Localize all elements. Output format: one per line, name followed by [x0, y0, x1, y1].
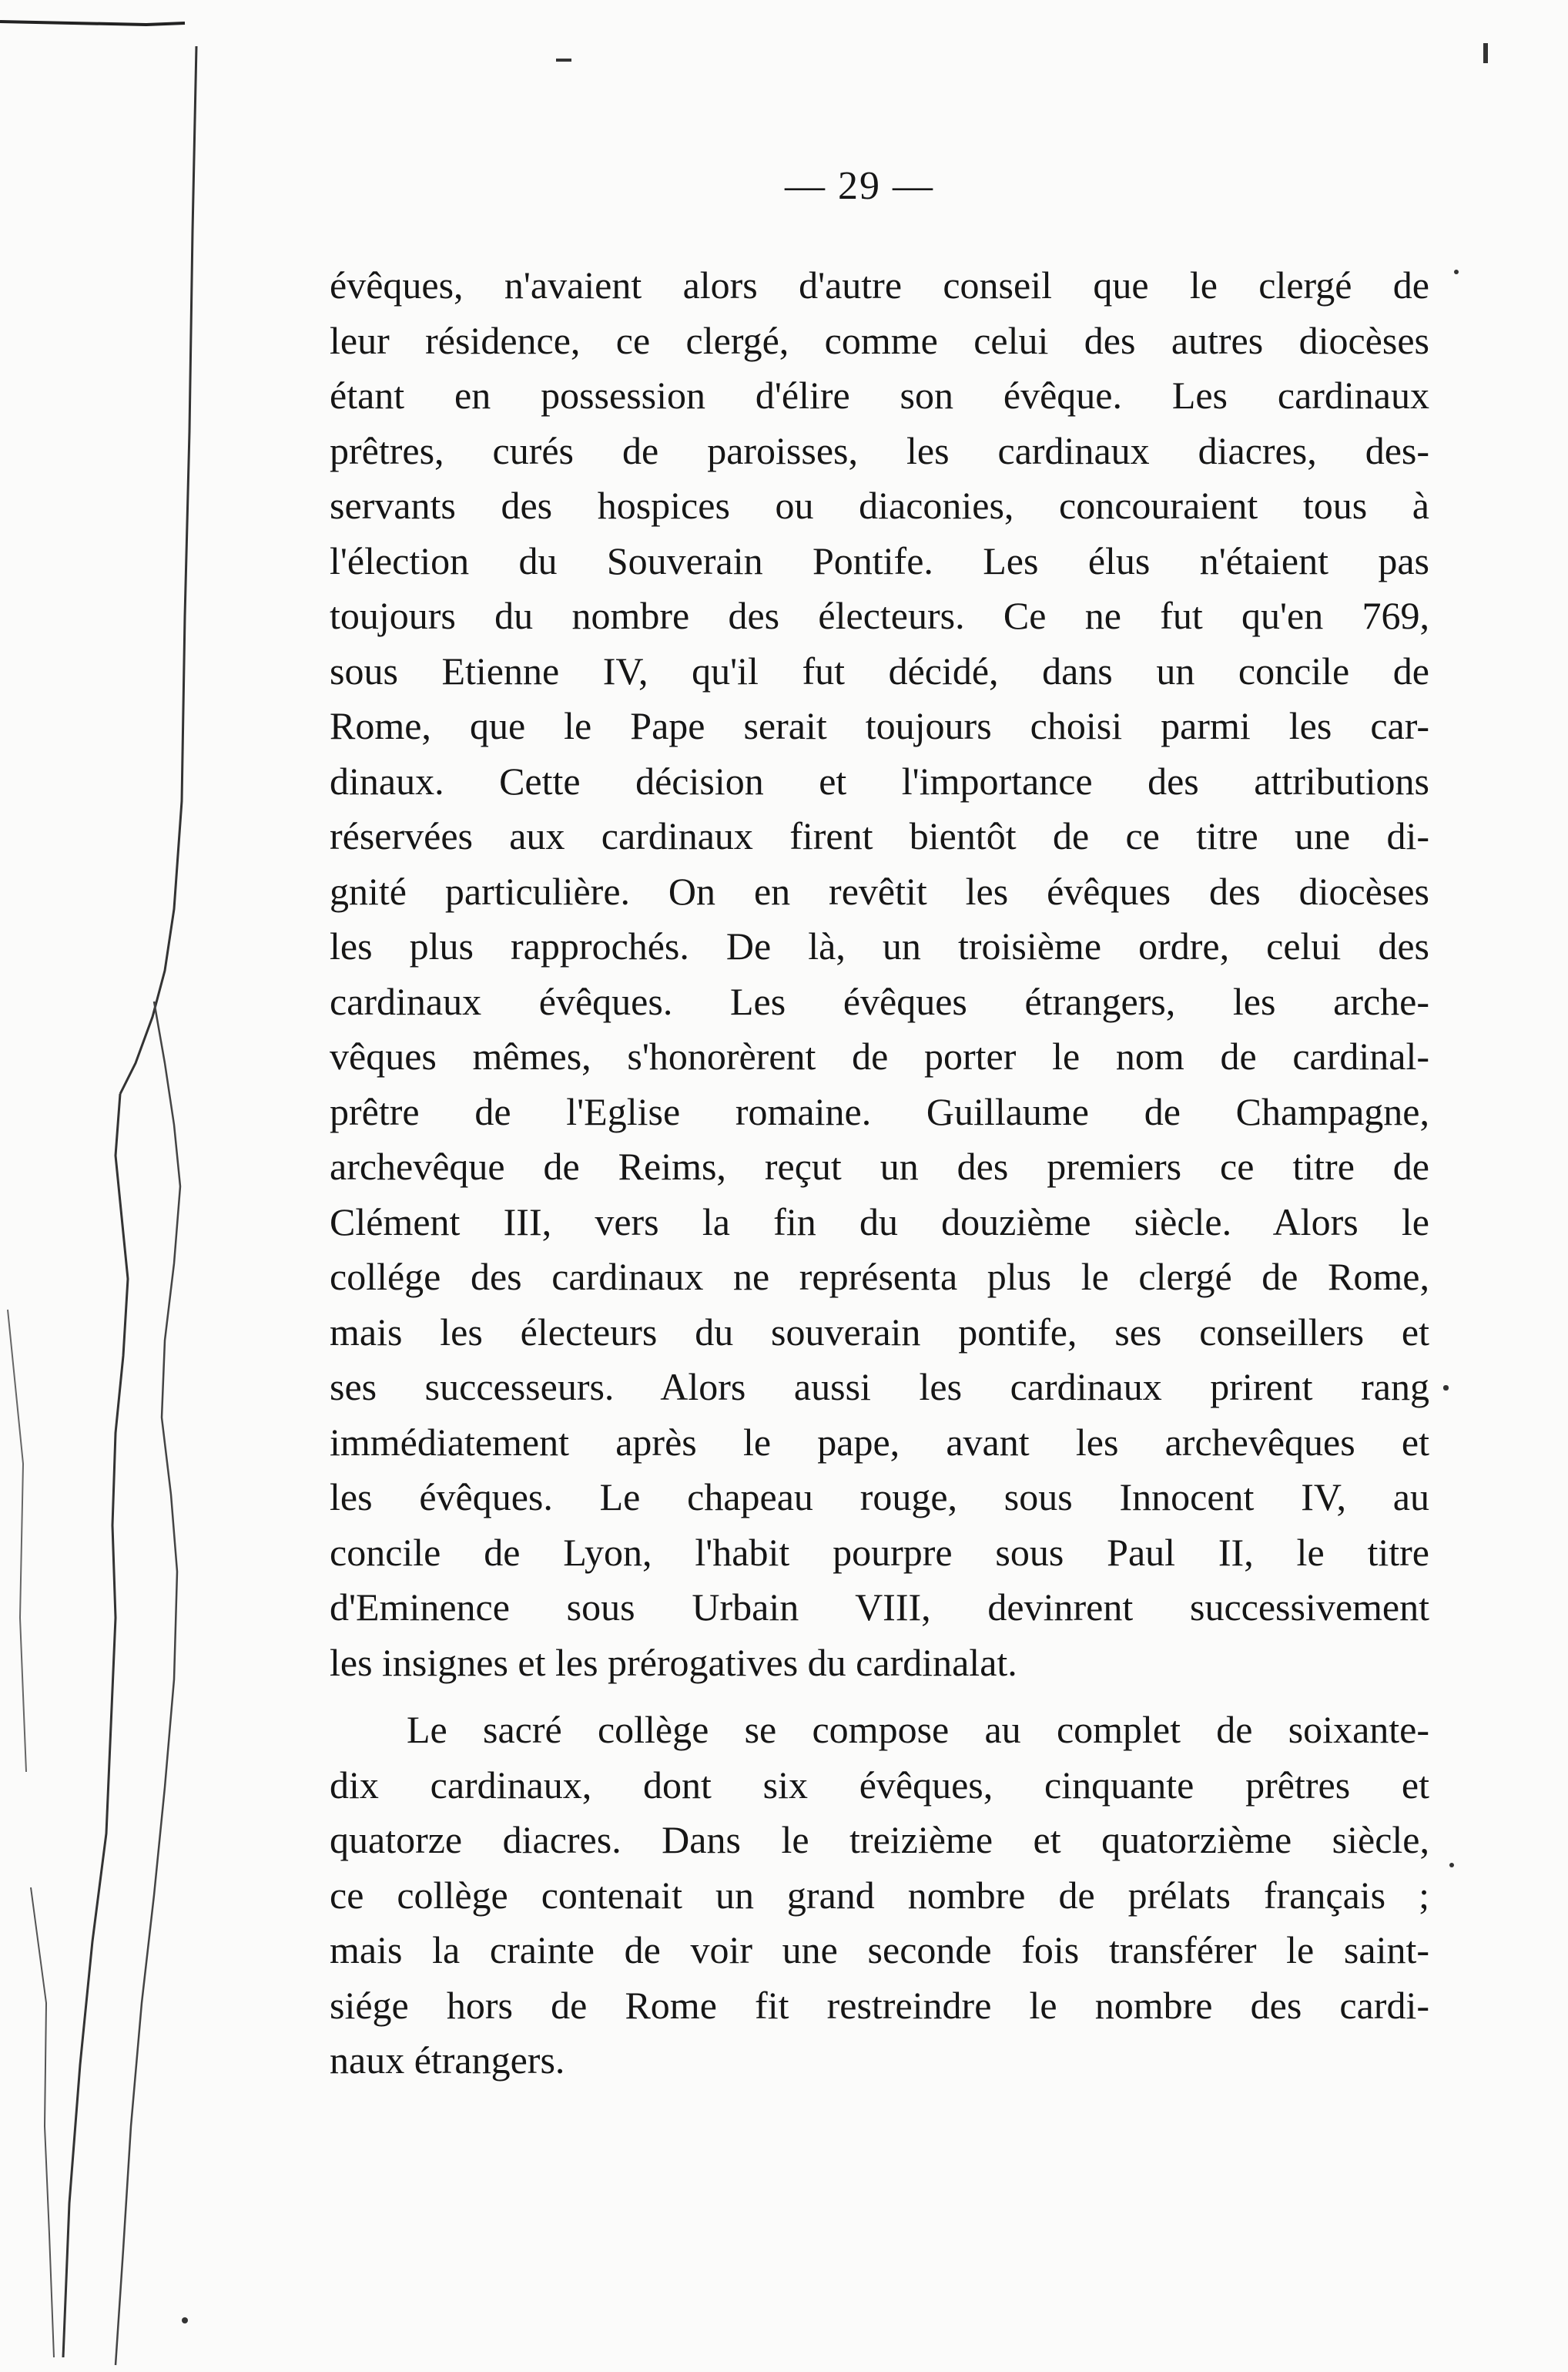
text-line: sous Etienne IV, qu'il fut décidé, dans un concile de: [330, 649, 1429, 693]
text-line: mais les électeurs du souverain pontife, ses conseillers et: [330, 1310, 1429, 1354]
text-line: immédiatement après le pape, avant les archevêques et: [330, 1420, 1429, 1464]
text-line: servants des hospices ou diaconies, concouraient tous à: [330, 484, 1429, 527]
text-line: toujours du nombre des électeurs. Ce ne fut qu'en 769,: [330, 594, 1429, 637]
ink-speck: [182, 2317, 188, 2323]
text-line: évêques, n'avaient alors d'autre conseil que le clergé de: [330, 263, 1429, 307]
text-line: collége des cardinaux ne représenta plus le clergé de Rome,: [330, 1255, 1429, 1298]
paragraph: [330, 1703, 1429, 2089]
text-line: ses successeurs. Alors aussi les cardinaux prirent rang: [330, 1365, 1429, 1408]
text-line: les évêques. Le chapeau rouge, sous Innocent IV, au: [330, 1475, 1429, 1518]
ink-speck: [1443, 1385, 1449, 1391]
text-line: quatorze diacres. Dans le treizième et quatorzième siècle,: [330, 1818, 1429, 1861]
ink-speck: [1483, 43, 1488, 63]
ink-speck: [1449, 1863, 1454, 1867]
text-line: cardinaux évêques. Les évêques étrangers, les arche-: [330, 979, 1429, 1023]
text-line: prêtres, curés de paroisses, les cardinaux diacres, des-: [330, 428, 1429, 472]
text-line: leur résidence, ce clergé, comme celui des autres diocèses: [330, 318, 1429, 362]
text-line: ce collège contenait un grand nombre de prélats français ;: [330, 1873, 1429, 1917]
text-line: étant en possession d'élire son évêque. Les cardinaux: [330, 374, 1429, 417]
text-line: concile de Lyon, l'habit pourpre sous Paul II, le titre: [330, 1530, 1429, 1574]
text-line: les insignes et les prérogatives du cardinalat.: [330, 1640, 1017, 1684]
page-edge-binding: [0, 0, 231, 2372]
text-line: mais la crainte de voir une seconde fois transférer le saint-: [330, 1928, 1429, 1971]
text-line: réservées aux cardinaux firent bientôt de ce titre une di-: [330, 814, 1429, 857]
text-line: l'élection du Souverain Pontife. Les élus n'étaient pas: [330, 538, 1429, 582]
text-line: Rome, que le Pape serait toujours choisi parmi les car-: [330, 704, 1429, 747]
text-line: prêtre de l'Eglise romaine. Guillaume de Champagne,: [330, 1089, 1429, 1133]
text-line: les plus rapprochés. De là, un troisième ordre, celui des: [330, 924, 1429, 968]
text-line: naux étrangers.: [330, 2038, 565, 2082]
page-number: — 29 —: [785, 164, 934, 208]
paragraph: [330, 258, 1429, 1690]
ink-speck: [556, 59, 571, 62]
ink-speck: [1454, 270, 1459, 274]
text-line: vêques mêmes, s'honorèrent de porter le nom de cardinal-: [330, 1035, 1429, 1078]
text-line: archevêque de Reims, reçut un des premiers ce titre de: [330, 1145, 1429, 1188]
text-line: dix cardinaux, dont six évêques, cinquante prêtres et: [330, 1763, 1429, 1807]
text-line: gnité particulière. On en revêtit les évêques des diocèses: [330, 869, 1429, 913]
text-line: Le sacré collège se compose au complet de soixante-: [407, 1708, 1429, 1751]
text-line: siége hors de Rome fit restreindre le nombre des cardi-: [330, 1983, 1429, 2027]
body-text: [330, 258, 1429, 2089]
text-line: Clément III, vers la fin du douzième siècle. Alors le: [330, 1199, 1429, 1243]
text-line: d'Eminence sous Urbain VIII, devinrent successivement: [330, 1585, 1429, 1629]
text-line: dinaux. Cette décision et l'importance des attributions: [330, 759, 1429, 803]
